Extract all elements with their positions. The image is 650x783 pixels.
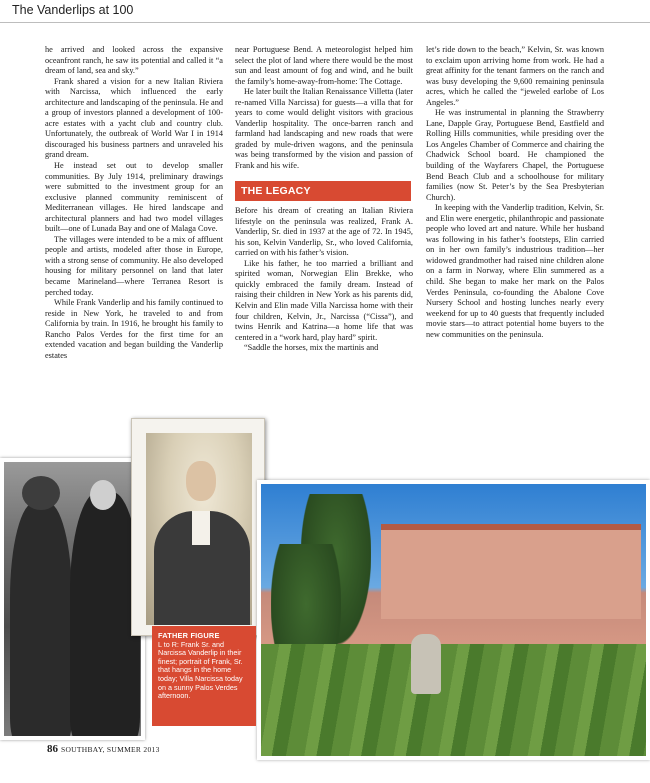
paragraph: While Frank Vanderlip and his family continued to reside in New York, he traveled to and from California by train. In 1916, he brought his family to Rancho Palos Verdes for the first time for an extended vacation and began building the Vanderlip estates [45, 298, 223, 360]
article-column-1 [45, 45, 223, 361]
portrait-frame [131, 418, 265, 636]
publication-line: SOUTHBAY, SUMMER 2013 [61, 745, 160, 754]
running-title: The Vanderlips at 100 [12, 3, 134, 17]
paragraph: He instead set out to develop smaller communities. By July 1914, preliminary drawings were submitted to the investment group for an exclusive planned community reminiscent of Mediterranean villages. He hired landscape and architectural planners and had two model villages built—one of Lunada Bay and one of Malaga Cove. [45, 161, 223, 234]
villa-garden [261, 644, 646, 760]
caption-text: L to R: Frank Sr. and Narcissa Vanderlip in their finest; portrait of Frank, Sr. that hangs in the home today; Villa Narcissa today on a sunny Palos Verdes afternoon. [158, 639, 243, 701]
paragraph: He later built the Italian Renaissance Villetta (later re-named Villa Narcissa) for guests—a villa that for years to come would delight visitors with gracious Vanderlip hospitality. The once-barren ranch and farmland had landscaping and new roads that were graded by mule-driven wagons, and the peninsula was being transformed by the vision and passion of Frank and his wife. [235, 87, 413, 171]
photo-couple [0, 458, 145, 740]
paragraph: Like his father, he too married a brilliant and spirited woman, Norwegian Elin Brekke, who quickly embraced the family dream. Instead of raising their children in New York as his parents did, Kelvin and Elin made Villa Narcissa home with their four children, Kelvin, Jr., Narcissa (“Cissa”), and twins Henrik and Katrina—a home life that was centered in a “work hard, play hard” spirit. [235, 258, 413, 342]
paragraph: “Saddle the horses, mix the martinis and [244, 343, 379, 353]
page-number: 86 [47, 743, 58, 755]
section-heading-legacy: THE LEGACY [235, 181, 411, 202]
paragraph: He was instrumental in planning the Strawberry Lane, Dapple Gray, Portuguese Bend, Eastfield and Rolling Hills communities, while presiding over the Los Angeles Chamber of Commerce and chairing the Chadwick School board. He championed the building of the Wayfarers Chapel, the Portuguese Bend Beach Club and a schoolhouse for military families (now St. Peter’s by the Sea Presbyterian Church). [426, 108, 604, 202]
article-column-2 [235, 45, 413, 354]
paragraph: In keeping with the Vanderlip tradition, Kelvin, Sr. and Elin were energetic, philanthropic and passionate people who loved art and nature. While her husband was following in his father’s footsteps, Elin carried on in her own family’s industrious tradition—her widowed grandmother had raised nine children alone on a farm in Norway, where Elin summered as a child. She began to make her mark on the Palos Verdes Peninsula, co-founding the Abalone Cove Nursery School and hosting lunches nearly every weekend for up to 40 guests that frequently included movie stars—to attract potential home buyers to the new communities on the peninsula. [426, 203, 604, 339]
villa-fountain [411, 634, 441, 694]
photo-figure-woman [10, 502, 72, 740]
paragraph: Frank shared a vision for a new Italian Riviera with Narcissa, which influenced the early architecture and landscaping of the peninsula. He and a group of investors planned a development of 100-acre estates with a yacht club and country club. Unfortunately, the outbreak of World War I in 1914 discouraged his business partners and unraveled his grand dream. [45, 76, 223, 160]
photo-figure-man [70, 492, 140, 740]
paragraph: he arrived and looked across the expansive oceanfront ranch, he saw its potential and called it “a dream of land, sea and sky.” [45, 45, 223, 76]
portrait-head [186, 461, 216, 501]
folio [47, 739, 160, 757]
paragraph: near Portuguese Bend. A meteorologist helped him select the plot of land where there would be the most sun and least amount of fog and wind, and he built the family’s home-away-from-home: The Cottage. [235, 45, 413, 86]
photo-villa-narcissa [257, 480, 650, 760]
portrait-painting [146, 433, 252, 625]
header-rule [0, 22, 650, 23]
paragraph: let’s ride down to the beach,” Kelvin, Sr. was known to exclaim upon arriving home from work. He had a great affinity for the tenant farmers on the ranch and was busy developing the 9,600 remaining peninsula acres, which he called the “jeweled earlobe of Los Angeles.” [426, 45, 604, 107]
caption-heading: FATHER FIGURE [158, 631, 220, 640]
photo-face [90, 480, 116, 510]
paragraph: The villages were intended to be a mix of affluent people and artists, modeled after those in Europe, with a strong sense of community. He also developed housing for military personnel on land that later became Marineland—where Terranea Resort is perched today. [45, 234, 223, 297]
photo-hat [22, 476, 60, 510]
photo-caption [152, 626, 256, 726]
portrait-shirt [192, 511, 210, 545]
paragraph: Before his dream of creating an Italian Riviera lifestyle on the peninsula was realized, Frank A. Vanderlip, Sr. died in 1937 at the age of 72. In 1945, his son, Kelvin Vanderlip, Sr., who loved California, carried on with his father’s vision. [235, 206, 413, 258]
article-column-3 [426, 45, 604, 340]
villa-building [381, 524, 641, 619]
